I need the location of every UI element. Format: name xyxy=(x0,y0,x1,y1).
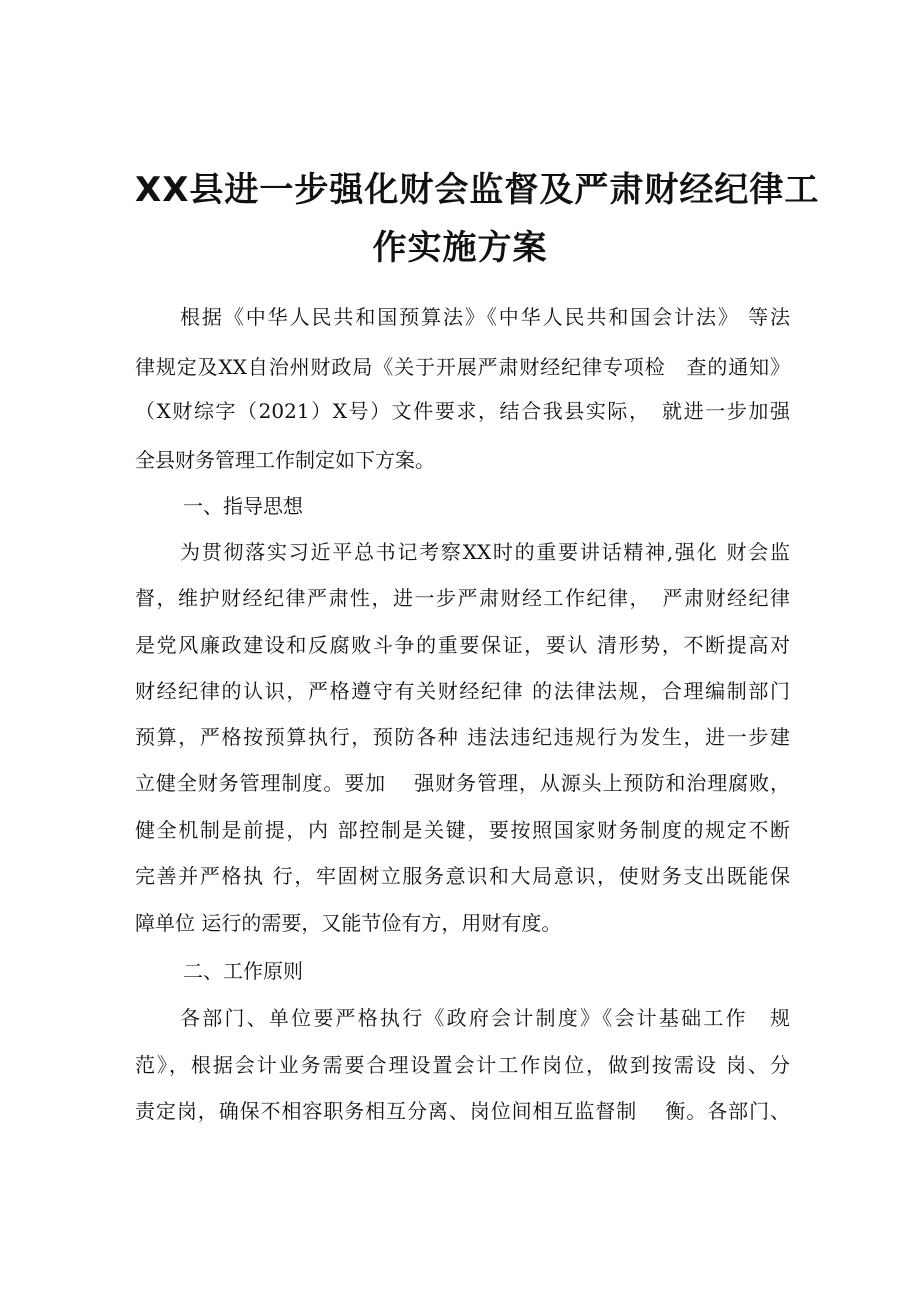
section1-line: 督，维护财经纪律严肃性，进一步严肃财经工作纪律， 严肃财经纪律 xyxy=(135,586,790,610)
section2-line: 责定岗，确保不相容职务相互分离、岗位间相互监督制 衡。各部门、 xyxy=(135,1099,790,1123)
intro-line: 根据《中华人民共和国预算法》《中华人民共和国会计法》 等法 xyxy=(180,305,790,329)
section1-line: 财经纪律的认识，严格遵守有关财经纪律 的法律法规，合理编制部门 xyxy=(135,679,790,703)
section2-line: 各部门、单位要严格执行《政府会计制度》《会计基础工作 规 xyxy=(180,1006,790,1030)
intro-line: 全县财务管理工作制定如下方案。 xyxy=(135,448,435,472)
section1-line: 预算，严格按预算执行，预防各种 违法违纪违规行为发生，进一步建 xyxy=(135,725,790,749)
intro-line: 律规定及XX自治州财政局《关于开展严肃财经纪律专项检 查的通知》 xyxy=(135,355,790,379)
section-heading-work-principles: 二、工作原则 xyxy=(183,959,303,983)
section2-line: 范》，根据会计业务需要合理设置会计工作岗位，做到按需设 岗、分 xyxy=(135,1053,790,1077)
section1-line: 健全机制是前提，内 部控制是关键，要按照国家财务制度的规定不断 xyxy=(135,818,790,842)
document-title-line-2: 作实施方案 xyxy=(372,228,548,268)
section1-line: 立健全财务管理制度。要加 强财务管理，从源头上预防和治理腐败， xyxy=(135,771,790,795)
section-heading-guiding-thought: 一、指导思想 xyxy=(183,494,303,518)
document-title-line-1: XX县进一步强化财会监督及严肃财经纪律工 xyxy=(135,170,820,210)
section1-line: 完善并严格执 行，牢固树立服务意识和大局意识，使财务支出既能保 xyxy=(135,864,790,888)
section1-line: 障单位 运行的需要，又能节俭有方，用财有度。 xyxy=(135,911,562,935)
section1-line: 是党风廉政建设和反腐败斗争的重要保证，要认 清形势，不断提高对 xyxy=(135,633,790,657)
section1-line: 为贯彻落实习近平总书记考察XX时的重要讲话精神,强化 财会监 xyxy=(180,540,790,564)
intro-line: （X财综字（2021）X号）文件要求，结合我县实际， 就进一步加强 xyxy=(135,399,790,423)
